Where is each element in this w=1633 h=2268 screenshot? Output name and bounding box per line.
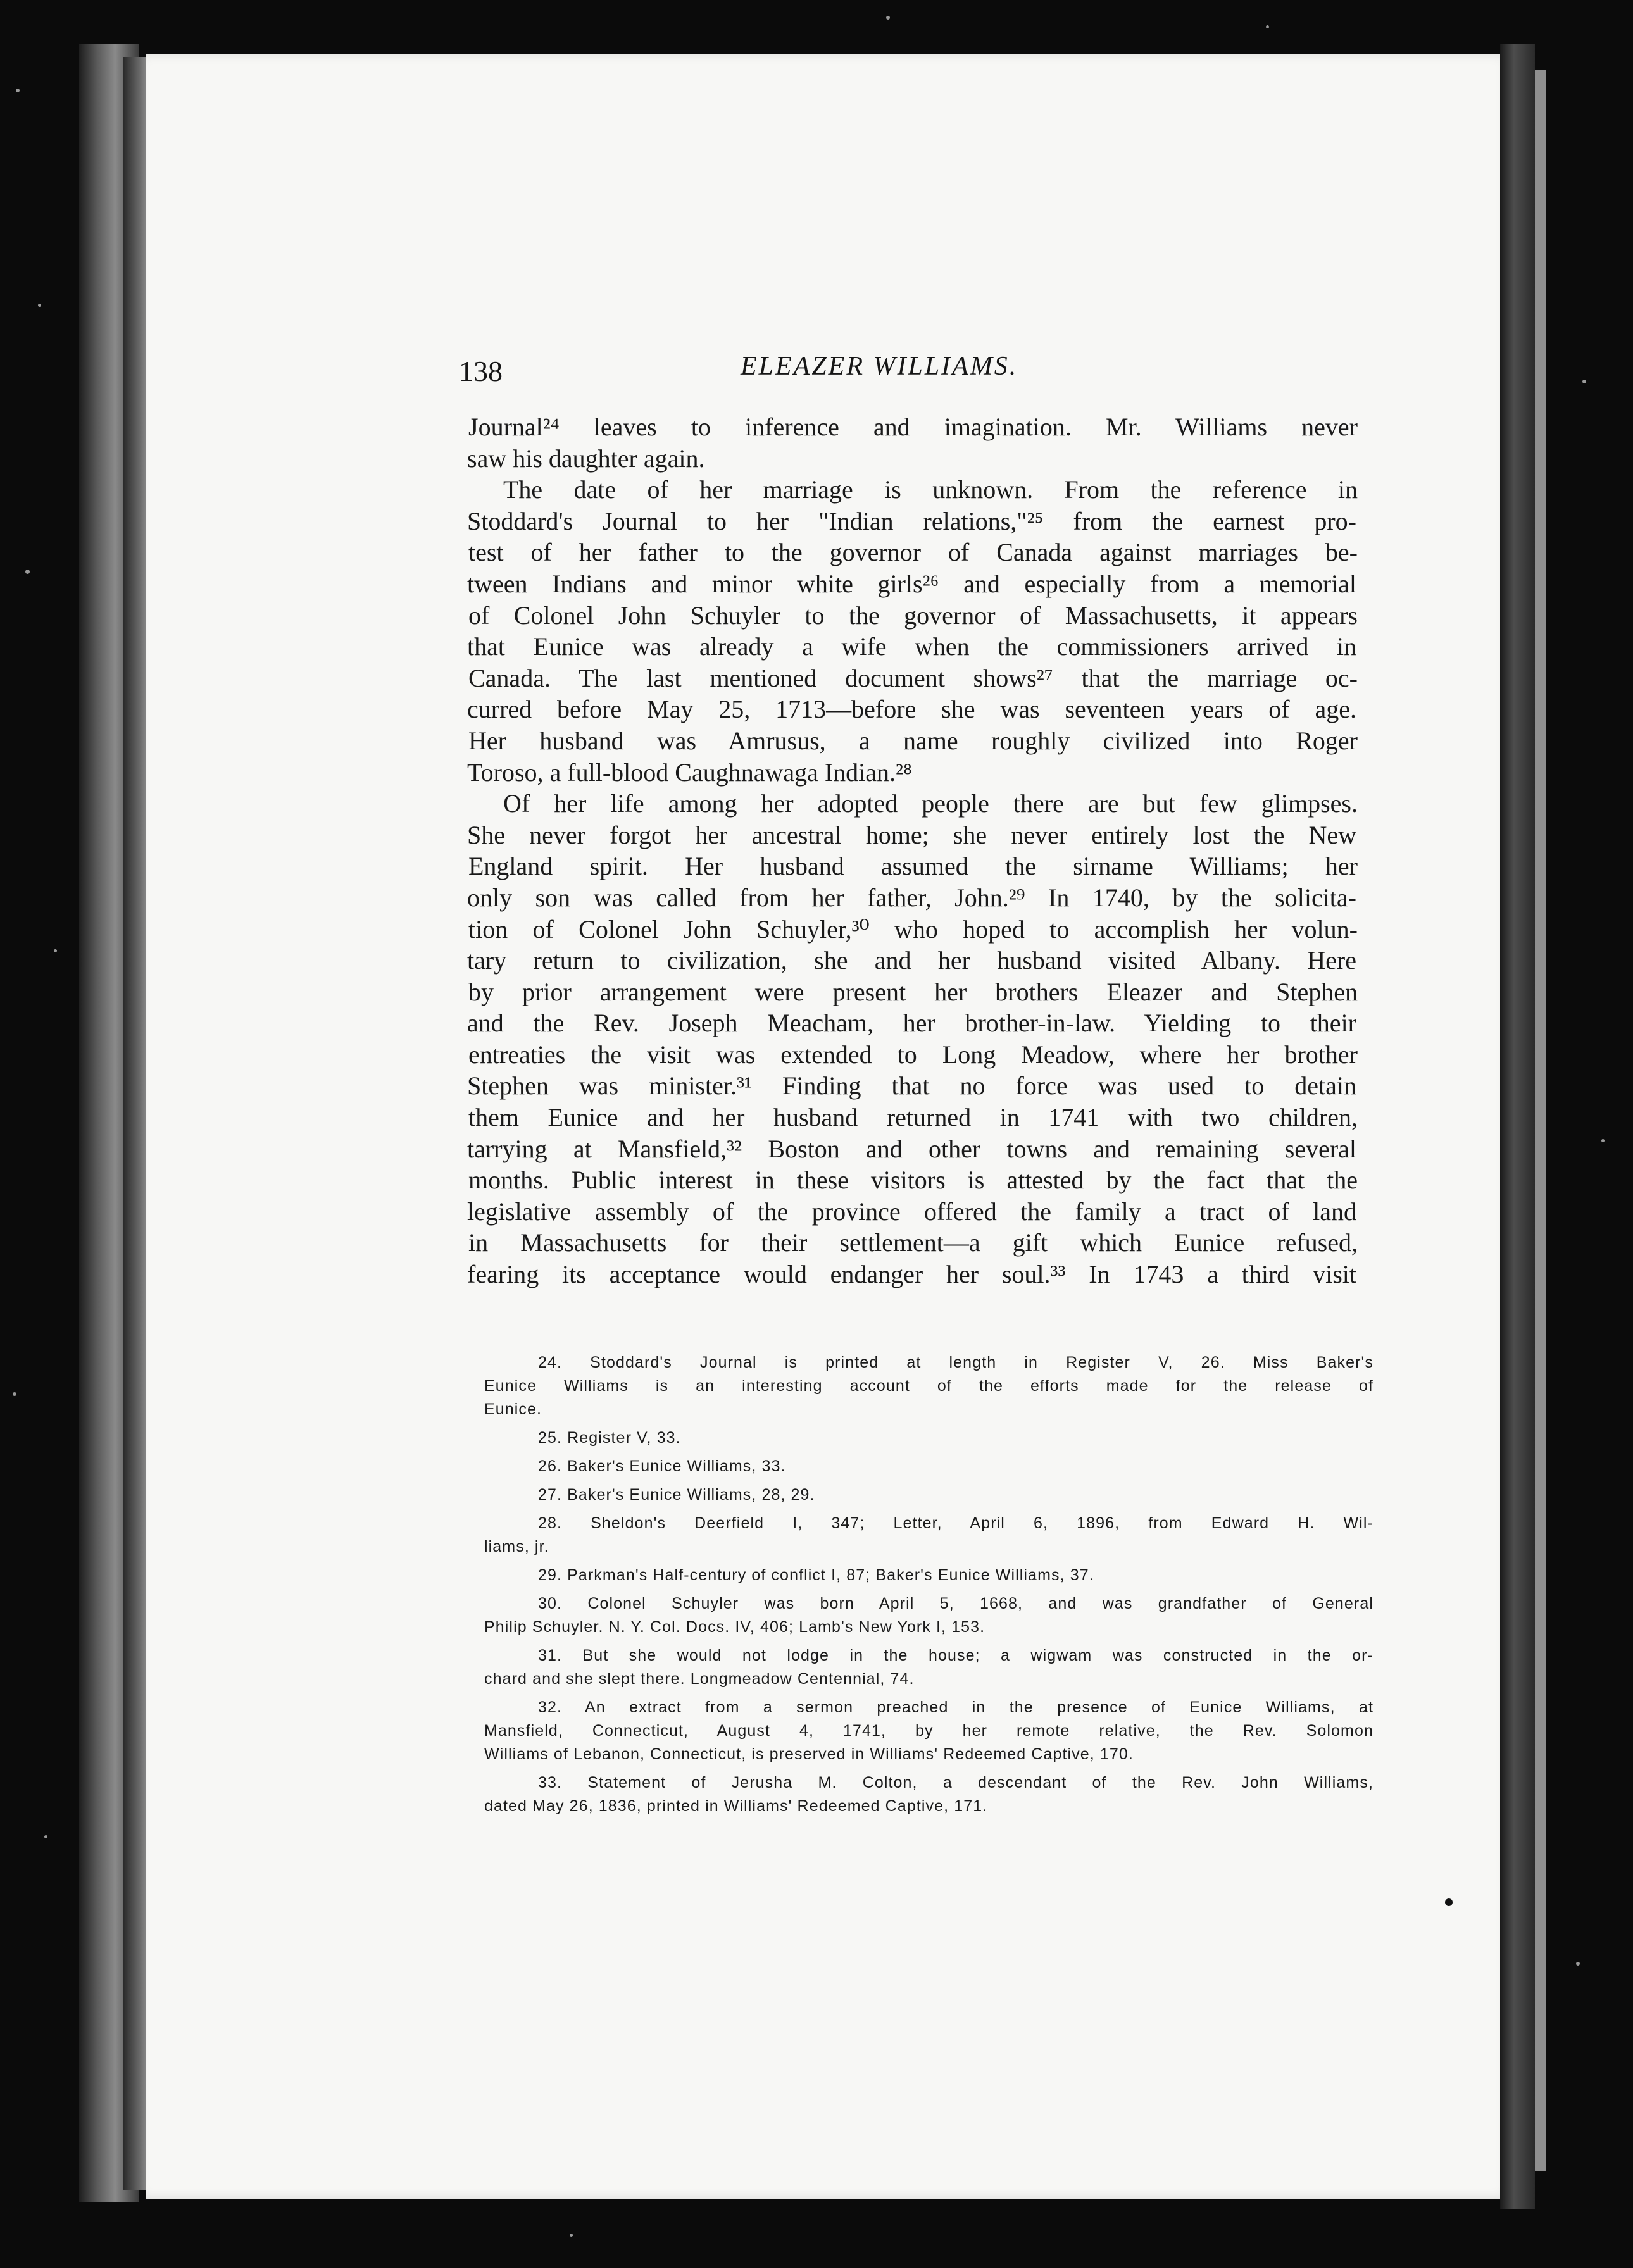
running-title: ELEAZER WILLIAMS. [741,352,1018,381]
footnote-line: 27. Baker's Eunice Williams, 28, 29. [538,1486,815,1504]
footnote-line: 24. Stoddard's Journal is printed at length in Register V, 26. Miss Baker's [538,1354,1373,1371]
body-line: Canada. The last mentioned document shows²⁷ that the marriage oc- [468,663,1358,692]
footnote-line: Philip Schuyler. N. Y. Col. Docs. IV, 406; Lamb's New York I, 153. [484,1618,985,1636]
speck [16,89,20,92]
body-line: of Colonel John Schuyler to the governor of Massachusetts, it appears [468,601,1358,630]
footnote-line: Eunice. [484,1400,542,1418]
footnote-line: 32. An extract from a sermon preached in the presence of Eunice Williams, at [538,1698,1373,1716]
speck [38,304,41,307]
body-line: saw his daughter again. [467,444,705,473]
footnote-line: 33. Statement of Jerusha M. Colton, a descendant of the Rev. John Williams, [538,1774,1373,1791]
body-line: legislative assembly of the province offered the family a tract of land [467,1197,1356,1226]
body-line: curred before May 25, 1713—before she was seventeen years of age. [467,695,1356,724]
body-line: Toroso, a full-blood Caughnawaga Indian.²⁸ [467,757,912,787]
body-line: and the Rev. Joseph Meacham, her brother-in-law. Yielding to their [467,1009,1356,1038]
body-line: Of her life among her adopted people there are but few glimpses. [503,789,1358,818]
body-text [468,411,1358,1290]
speck [1576,1962,1580,1966]
speck [44,1835,47,1838]
body-line: them Eunice and her husband returned in 1741 with two children, [468,1103,1358,1132]
footnotes [484,1351,1373,1818]
speck [13,1392,16,1396]
footnote-line: Eunice Williams is an interesting account of the efforts made for the release of [484,1377,1373,1395]
page-edge-shadow [1500,44,1535,2209]
body-line: test of her father to the governor of Canada against marriages be- [468,538,1358,567]
body-line: Stephen was minister.³¹ Finding that no force was used to detain [467,1071,1356,1100]
footnote-line: Mansfield, Connecticut, August 4, 1741, by her remote relative, the Rev. Solomon [484,1722,1373,1740]
footnote-line: 28. Sheldon's Deerfield I, 347; Letter, April 6, 1896, from Edward H. Wil- [538,1514,1373,1532]
body-line: entreaties the visit was extended to Long Meadow, where her brother [468,1040,1358,1069]
body-line: by prior arrangement were present her brothers Eleazer and Stephen [468,977,1358,1006]
footnote-line: Williams of Lebanon, Connecticut, is preserved in Williams' Redeemed Captive, 170. [484,1745,1134,1763]
body-line: that Eunice was already a wife when the commissioners arrived in [467,632,1356,661]
body-line: tary return to civilization, she and her husband visited Albany. Here [467,946,1356,975]
speck [25,570,30,574]
body-line: She never forgot her ancestral home; she never entirely lost the New [467,820,1356,849]
body-line: in Massachusetts for their settlement—a gift which Eunice refused, [468,1228,1358,1257]
footnote-line: liams, jr. [484,1538,549,1555]
ink-speck [1445,1898,1453,1906]
page-number: 138 [459,355,503,387]
footnote-line: 29. Parkman's Half-century of conflict I, 87; Baker's Eunice Williams, 37. [538,1566,1094,1584]
footnote-line: 25. Register V, 33. [538,1429,681,1447]
body-line: Her husband was Amrusus, a name roughly civilized into Roger [468,726,1358,755]
body-line: The date of her marriage is unknown. From the reference in [503,475,1358,504]
body-line: Stoddard's Journal to her "Indian relations,"²⁵ from the earnest pro- [467,506,1356,535]
body-line: Journal²⁴ leaves to inference and imagination. Mr. Williams never [468,413,1358,441]
body-line: tarrying at Mansfield,³² Boston and other towns and remaining several [467,1134,1356,1163]
footnote-line: 31. But she would not lodge in the house; a wigwam was constructed in the or- [538,1647,1373,1664]
speck [54,949,57,952]
speck [570,2234,573,2237]
speck [1582,380,1586,383]
body-line: fearing its acceptance would endanger her soul.³³ In 1743 a third visit [467,1260,1356,1289]
footnote-line: chard and she slept there. Longmeadow Centennial, 74. [484,1670,915,1688]
speck [1266,25,1269,28]
footnote-line: 30. Colonel Schuyler was born April 5, 1668, and was grandfather of General [538,1595,1373,1612]
body-line: tween Indians and minor white girls²⁶ and especially from a memorial [467,569,1356,598]
speck [886,16,890,20]
body-line: England spirit. Her husband assumed the sirname Williams; her [468,852,1358,881]
footnote-line: 26. Baker's Eunice Williams, 33. [538,1457,786,1475]
speck [1601,1139,1605,1142]
page-edge-highlight [1535,70,1546,2171]
body-line: months. Public interest in these visitors is attested by the fact that the [468,1166,1358,1195]
footnote-line: dated May 26, 1836, printed in Williams' Redeemed Captive, 171. [484,1797,988,1815]
body-line: only son was called from her father, John.²⁹ In 1740, by the solicita- [467,883,1356,912]
body-line: tion of Colonel John Schuyler,³⁰ who hoped to accomplish her volun- [468,914,1358,944]
